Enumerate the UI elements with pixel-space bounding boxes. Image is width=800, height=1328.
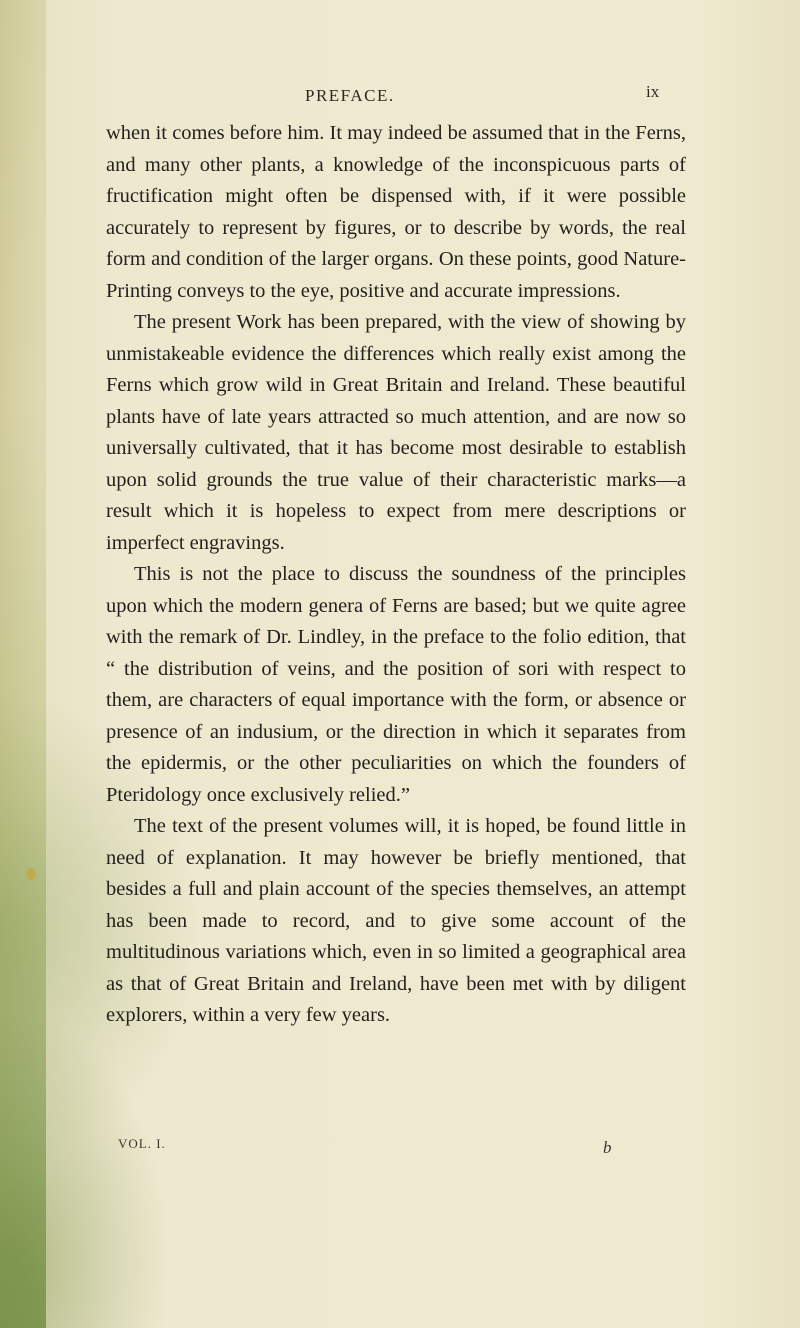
signature-mark: b bbox=[603, 1138, 612, 1157]
page-number: ix bbox=[646, 82, 660, 101]
foxing-spot bbox=[26, 868, 36, 880]
page-footer bbox=[0, 1136, 800, 1160]
page-header bbox=[0, 82, 800, 112]
page-edge-stain bbox=[0, 0, 46, 1328]
paragraph-1: when it comes before him. It may indeed be assumed that in the Ferns, and many other plants, a knowledge of the inconspicuous parts of fructification might often be dispensed with, if it were possible accurately to represent by figures, or to describe by words, the real form and condition of the larger organs. On these points, good Nature-Printing conveys to the eye, positive and accurate impressions. bbox=[106, 122, 686, 302]
paragraph-4: The text of the present volumes will, it is hoped, be found little in need of explanation. It may however be briefly mentioned, that besides a full and plain account of the species themselves, an attempt has been made to record, and to give some account of the multitudinous variations which, even in so limited a geographical area as that of Great Britain and Ireland, have been met with by diligent explorers, within a very few years. bbox=[106, 815, 686, 1026]
paragraph-3: This is not the place to discuss the soundness of the principles upon which the modern genera of Ferns are based; but we quite agree with the remark of Dr. Lindley, in the preface to the folio edition, that “ the distribution of veins, and the position of sori with respect to them, are characters of equal importance with the form, or absence or presence of an indusium, or the direction in which it separates from the epidermis, or the other peculiarities on which the founders of Pteridology once exclusively relied.” bbox=[106, 563, 686, 806]
paragraph-2: The present Work has been prepared, with the view of showing by unmistakeable evidence the differences which really exist among the Ferns which grow wild in Great Britain and Ireland. These beautiful plants have of late years attracted so much attention, and are now so universally cultivated, that it has become most desirable to establish upon solid grounds the true value of their characteristic marks—a result which it is hopeless to expect from mere descriptions or imperfect engravings. bbox=[106, 311, 686, 554]
signature-volume: VOL. I. bbox=[118, 1136, 166, 1151]
body-text bbox=[106, 118, 686, 1032]
running-head: PREFACE. bbox=[305, 86, 395, 105]
